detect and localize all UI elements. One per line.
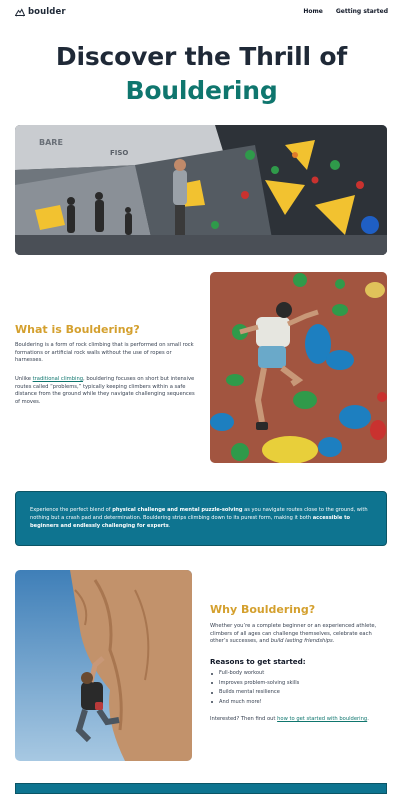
what-p2-text-before: Unlike [15,376,33,382]
why-p1-text-before: Whether you’re a complete beginner or an experienced athlete, climbers of all ages can challenge themselves, celebrate each other’s successes, and [210,623,377,645]
hero-title [0,40,403,108]
what-section-title: What is Bouldering? [15,323,140,336]
what-p2-text-after: , bouldering focuses on short but intensive routes called “problems,” typically keeping climbers within a safe distance from the ground while they navigate challenging sequences of moves. [15,376,195,405]
why-p1-emphasis: build lasting friendships [270,638,333,645]
nav-link-home[interactable]: Home [303,8,323,15]
reason-item: Full-body workout [210,669,299,679]
what-paragraph-1: Bouldering is a form of rock climbing that is performed on small rock formations or artificial rock walls without the use of ropes or harnesses. [15,342,194,364]
banner-bold-1: physical challenge and mental puzzle-solving [112,507,243,513]
reason-item: Builds mental resilience [210,688,299,698]
cta-text-before: Interested? Then find out [210,716,278,722]
reason-item: And much more! [210,698,299,708]
reasons-title: Reasons to get started: [210,657,306,666]
banner-bold-2: accessible to beginners and endlessly challenging for experts [30,515,351,529]
highlight-banner [15,491,387,546]
nav-links [303,8,388,15]
brand-logo[interactable] [15,7,66,17]
footer-copyright: © 2025 Boulder inc. All rights reserved. [140,795,262,801]
hero-gym-photo [15,125,387,255]
mountain-logo-icon [15,7,25,17]
banner-text-2: as you navigate routes close to the ground, with nothing but a crash pad and determination. Bouldering strips climbing down to its purest form, making it both [30,507,368,521]
hero-title-line2: Bouldering [125,76,278,105]
hero-title-line1: Discover the Thrill of [55,42,348,71]
top-nav [0,0,403,26]
footer [15,783,387,801]
nav-link-getting-started[interactable]: Getting started [335,8,388,15]
climber-wall-photo [210,272,387,463]
banner-text-1: Experience the perfect blend of [30,507,113,513]
svg-text:FISO: FISO [110,149,129,157]
svg-text:BARE: BARE [39,138,63,147]
what-paragraph-2 [15,376,195,406]
outdoor-climber-photo [15,570,192,761]
traditional-climbing-link[interactable]: traditional climbing [32,376,84,382]
why-paragraph [210,623,388,646]
banner-text [30,506,372,530]
why-section-title: Why Bouldering? [210,603,316,616]
brand-name: boulder [28,7,66,17]
why-p1-text-after: . [332,638,335,645]
banner-text-3: . [168,523,171,529]
cta-text-after: . [367,716,369,722]
cta-paragraph [210,716,388,724]
reason-item: Improves problem-solving skills [210,679,299,689]
reasons-list [210,669,299,707]
get-started-link[interactable]: how to get started with bouldering [277,716,368,722]
